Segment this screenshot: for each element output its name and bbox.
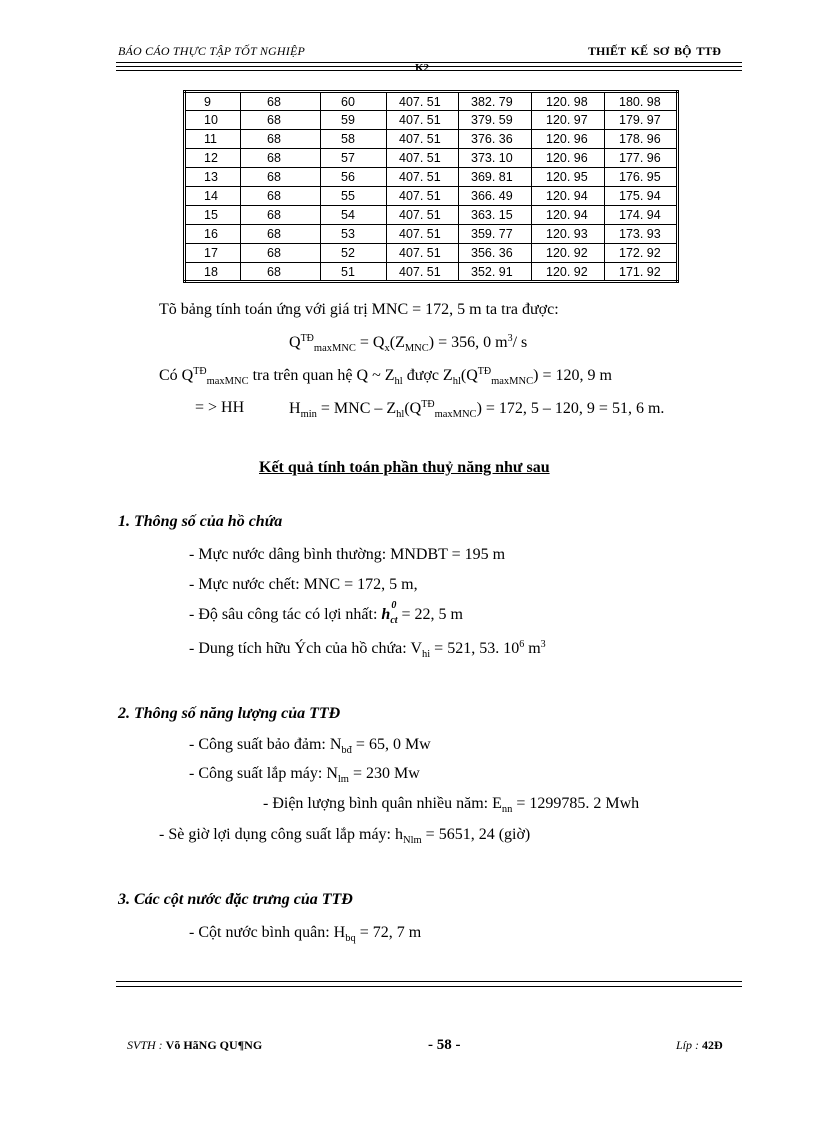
- table-row: [185, 244, 678, 263]
- table-cell: 171. 92: [605, 263, 678, 282]
- table-cell: 10: [185, 111, 241, 130]
- table-cell: 120. 92: [532, 263, 605, 282]
- table-cell: 52: [321, 244, 387, 263]
- table-cell: 178. 96: [605, 130, 678, 149]
- table-cell: 9: [185, 92, 241, 111]
- table-cell: 369. 81: [459, 168, 532, 187]
- table-cell: 68: [241, 168, 321, 187]
- results-heading: Kết quả tính toán phần thuỷ năng như sau: [259, 459, 550, 476]
- table-cell: 14: [185, 187, 241, 206]
- table-cell: 407. 51: [387, 149, 459, 168]
- table-cell: 373. 10: [459, 149, 532, 168]
- table-cell: 58: [321, 130, 387, 149]
- table-cell: 68: [241, 206, 321, 225]
- table-cell: 13: [185, 168, 241, 187]
- table-cell: 407. 51: [387, 225, 459, 244]
- section-3-title: 3. Các cột nước đặc trưng của TTĐ: [118, 891, 353, 908]
- header-left-title: BÁO CÁO THỰC TẬP TỐT NGHIỆP: [118, 44, 306, 58]
- table-cell: 179. 97: [605, 111, 678, 130]
- table-cell: 57: [321, 149, 387, 168]
- header-right-title: THIẾT KẾ SƠ BỘ TTĐ: [588, 44, 721, 58]
- table-cell: 11: [185, 130, 241, 149]
- footer-rule-top: [116, 981, 742, 982]
- table-cell: 55: [321, 187, 387, 206]
- sec1-item-depth: - Độ sâu công tác có lợi nhất: h 0 $_{ct}$ = 22, 5 m: [189, 600, 463, 626]
- header-tag: K2: [415, 62, 430, 74]
- table-cell: 60: [321, 92, 387, 111]
- table-cell: 56: [321, 168, 387, 187]
- table-cell: 68: [241, 225, 321, 244]
- table-cell: 120. 95: [532, 168, 605, 187]
- table-cell: 120. 96: [532, 149, 605, 168]
- table-cell: 120. 94: [532, 187, 605, 206]
- table-cell: 15: [185, 206, 241, 225]
- table-cell: 407. 51: [387, 187, 459, 206]
- table-row: [185, 187, 678, 206]
- table-row: [185, 111, 678, 130]
- table-cell: 352. 91: [459, 263, 532, 282]
- table-cell: 120. 97: [532, 111, 605, 130]
- table-cell: 120. 94: [532, 206, 605, 225]
- table-cell: 12: [185, 149, 241, 168]
- sec2-item-nbd: - Công suất bảo đảm: $N_{bđ} = 65$, 0 Mw: [189, 736, 431, 756]
- sec2-item-nlm: - Công suất lắp máy: $N_{lm} = 230$ Mw: [189, 765, 420, 785]
- sec1-item-volume: - Dung tích hữu Ých của hồ chứa: $V_{hi} = 521$, 53. $10^6$ $m^3$: [189, 639, 546, 660]
- table-cell: 407. 51: [387, 111, 459, 130]
- table-cell: 172. 92: [605, 244, 678, 263]
- table-cell: 68: [241, 92, 321, 111]
- table-cell: 68: [241, 130, 321, 149]
- section-1-title: 1. Thông số của hồ chứa: [118, 513, 283, 530]
- table-cell: 18: [185, 263, 241, 282]
- table-cell: 175. 94: [605, 187, 678, 206]
- equation-h-min: $H_{min}$ = MNC – $Z_{hl}(Q^{TĐ}_{maxMNC}) = 172$, 5 – 120, 9 = 51, 6 m.: [289, 399, 665, 420]
- footer-rule-bottom: [116, 986, 742, 987]
- table-cell: 68: [241, 263, 321, 282]
- table-cell: 53: [321, 225, 387, 244]
- table-row: [185, 149, 678, 168]
- equation-q-max: $Q^{TĐ}_{maxMNC} = Q_x(Z_{MNC}) = 356$, 0 $m^3/$ s: [289, 333, 528, 354]
- table-row: [185, 168, 678, 187]
- table-cell: 176. 95: [605, 168, 678, 187]
- page-number: - 58 -: [428, 1037, 461, 1053]
- table-cell: 376. 36: [459, 130, 532, 149]
- intro-line: Tõ bảng tính toán ứng với giá trị MNC = 172, 5 m ta tra được:: [159, 301, 559, 318]
- table-cell: 382. 79: [459, 92, 532, 111]
- equation-h-min-prefix: = > HH: [195, 399, 245, 416]
- table-cell: 68: [241, 244, 321, 263]
- table-cell: 379. 59: [459, 111, 532, 130]
- sec2-item-energy: - Điện lượng bình quân nhiều năm: $E_{nn} = 1299785$. 2 Mwh: [263, 795, 640, 815]
- table-row: [185, 92, 678, 111]
- table-cell: 173. 93: [605, 225, 678, 244]
- table-cell: 366. 49: [459, 187, 532, 206]
- table-cell: 68: [241, 149, 321, 168]
- table-cell: 17: [185, 244, 241, 263]
- table-cell: 407. 51: [387, 263, 459, 282]
- sec1-item-mndbt: - Mực nước dâng bình thường: MNDBT = 195 m: [189, 546, 506, 563]
- table-row: [185, 130, 678, 149]
- table-cell: 120. 92: [532, 244, 605, 263]
- calculation-table: [183, 90, 679, 283]
- table-cell: 16: [185, 225, 241, 244]
- footer-student: SVTH : Võ HãNG QU¶NG: [127, 1038, 263, 1052]
- table-cell: 174. 94: [605, 206, 678, 225]
- table-row: [185, 206, 678, 225]
- table-cell: 356. 36: [459, 244, 532, 263]
- table-cell: 363. 15: [459, 206, 532, 225]
- table-cell: 54: [321, 206, 387, 225]
- table-cell: 177. 96: [605, 149, 678, 168]
- table-cell: 120. 93: [532, 225, 605, 244]
- table-cell: 120. 96: [532, 130, 605, 149]
- table-row: [185, 225, 678, 244]
- sec1-item-mnc: - Mực nước chết: MNC = 172, 5 m,: [189, 576, 418, 593]
- table-cell: 59: [321, 111, 387, 130]
- table-cell: 359. 77: [459, 225, 532, 244]
- table-cell: 120. 98: [532, 92, 605, 111]
- table-cell: 407. 51: [387, 168, 459, 187]
- table-row: [185, 263, 678, 282]
- sec2-item-hours: - Sè giờ lợi dụng công suất lắp máy: $h_{Nlm} = 5651$, 24 (giờ): [159, 826, 531, 846]
- table-cell: 407. 51: [387, 92, 459, 111]
- section-2-title: 2. Thông số năng lượng của TTĐ: [118, 705, 341, 722]
- equation-z-hl: Có $Q^{TĐ}_{maxMNC}$ tra trên quan hệ Q ~ $Z_{hl}$ được $Z_{hl}(Q^{TĐ}_{maxMNC}) = 120$, 9 m: [159, 366, 612, 387]
- sec3-item-hbq: - Cột nước bình quân: $H_{bq} = 72$, 7 m: [189, 924, 422, 944]
- table-cell: 51: [321, 263, 387, 282]
- table-cell: 407. 51: [387, 244, 459, 263]
- table-cell: 180. 98: [605, 92, 678, 111]
- table-cell: 68: [241, 111, 321, 130]
- table-cell: 407. 51: [387, 206, 459, 225]
- table-cell: 68: [241, 187, 321, 206]
- footer-class: Líp : 42Đ: [676, 1038, 723, 1052]
- table-cell: 407. 51: [387, 130, 459, 149]
